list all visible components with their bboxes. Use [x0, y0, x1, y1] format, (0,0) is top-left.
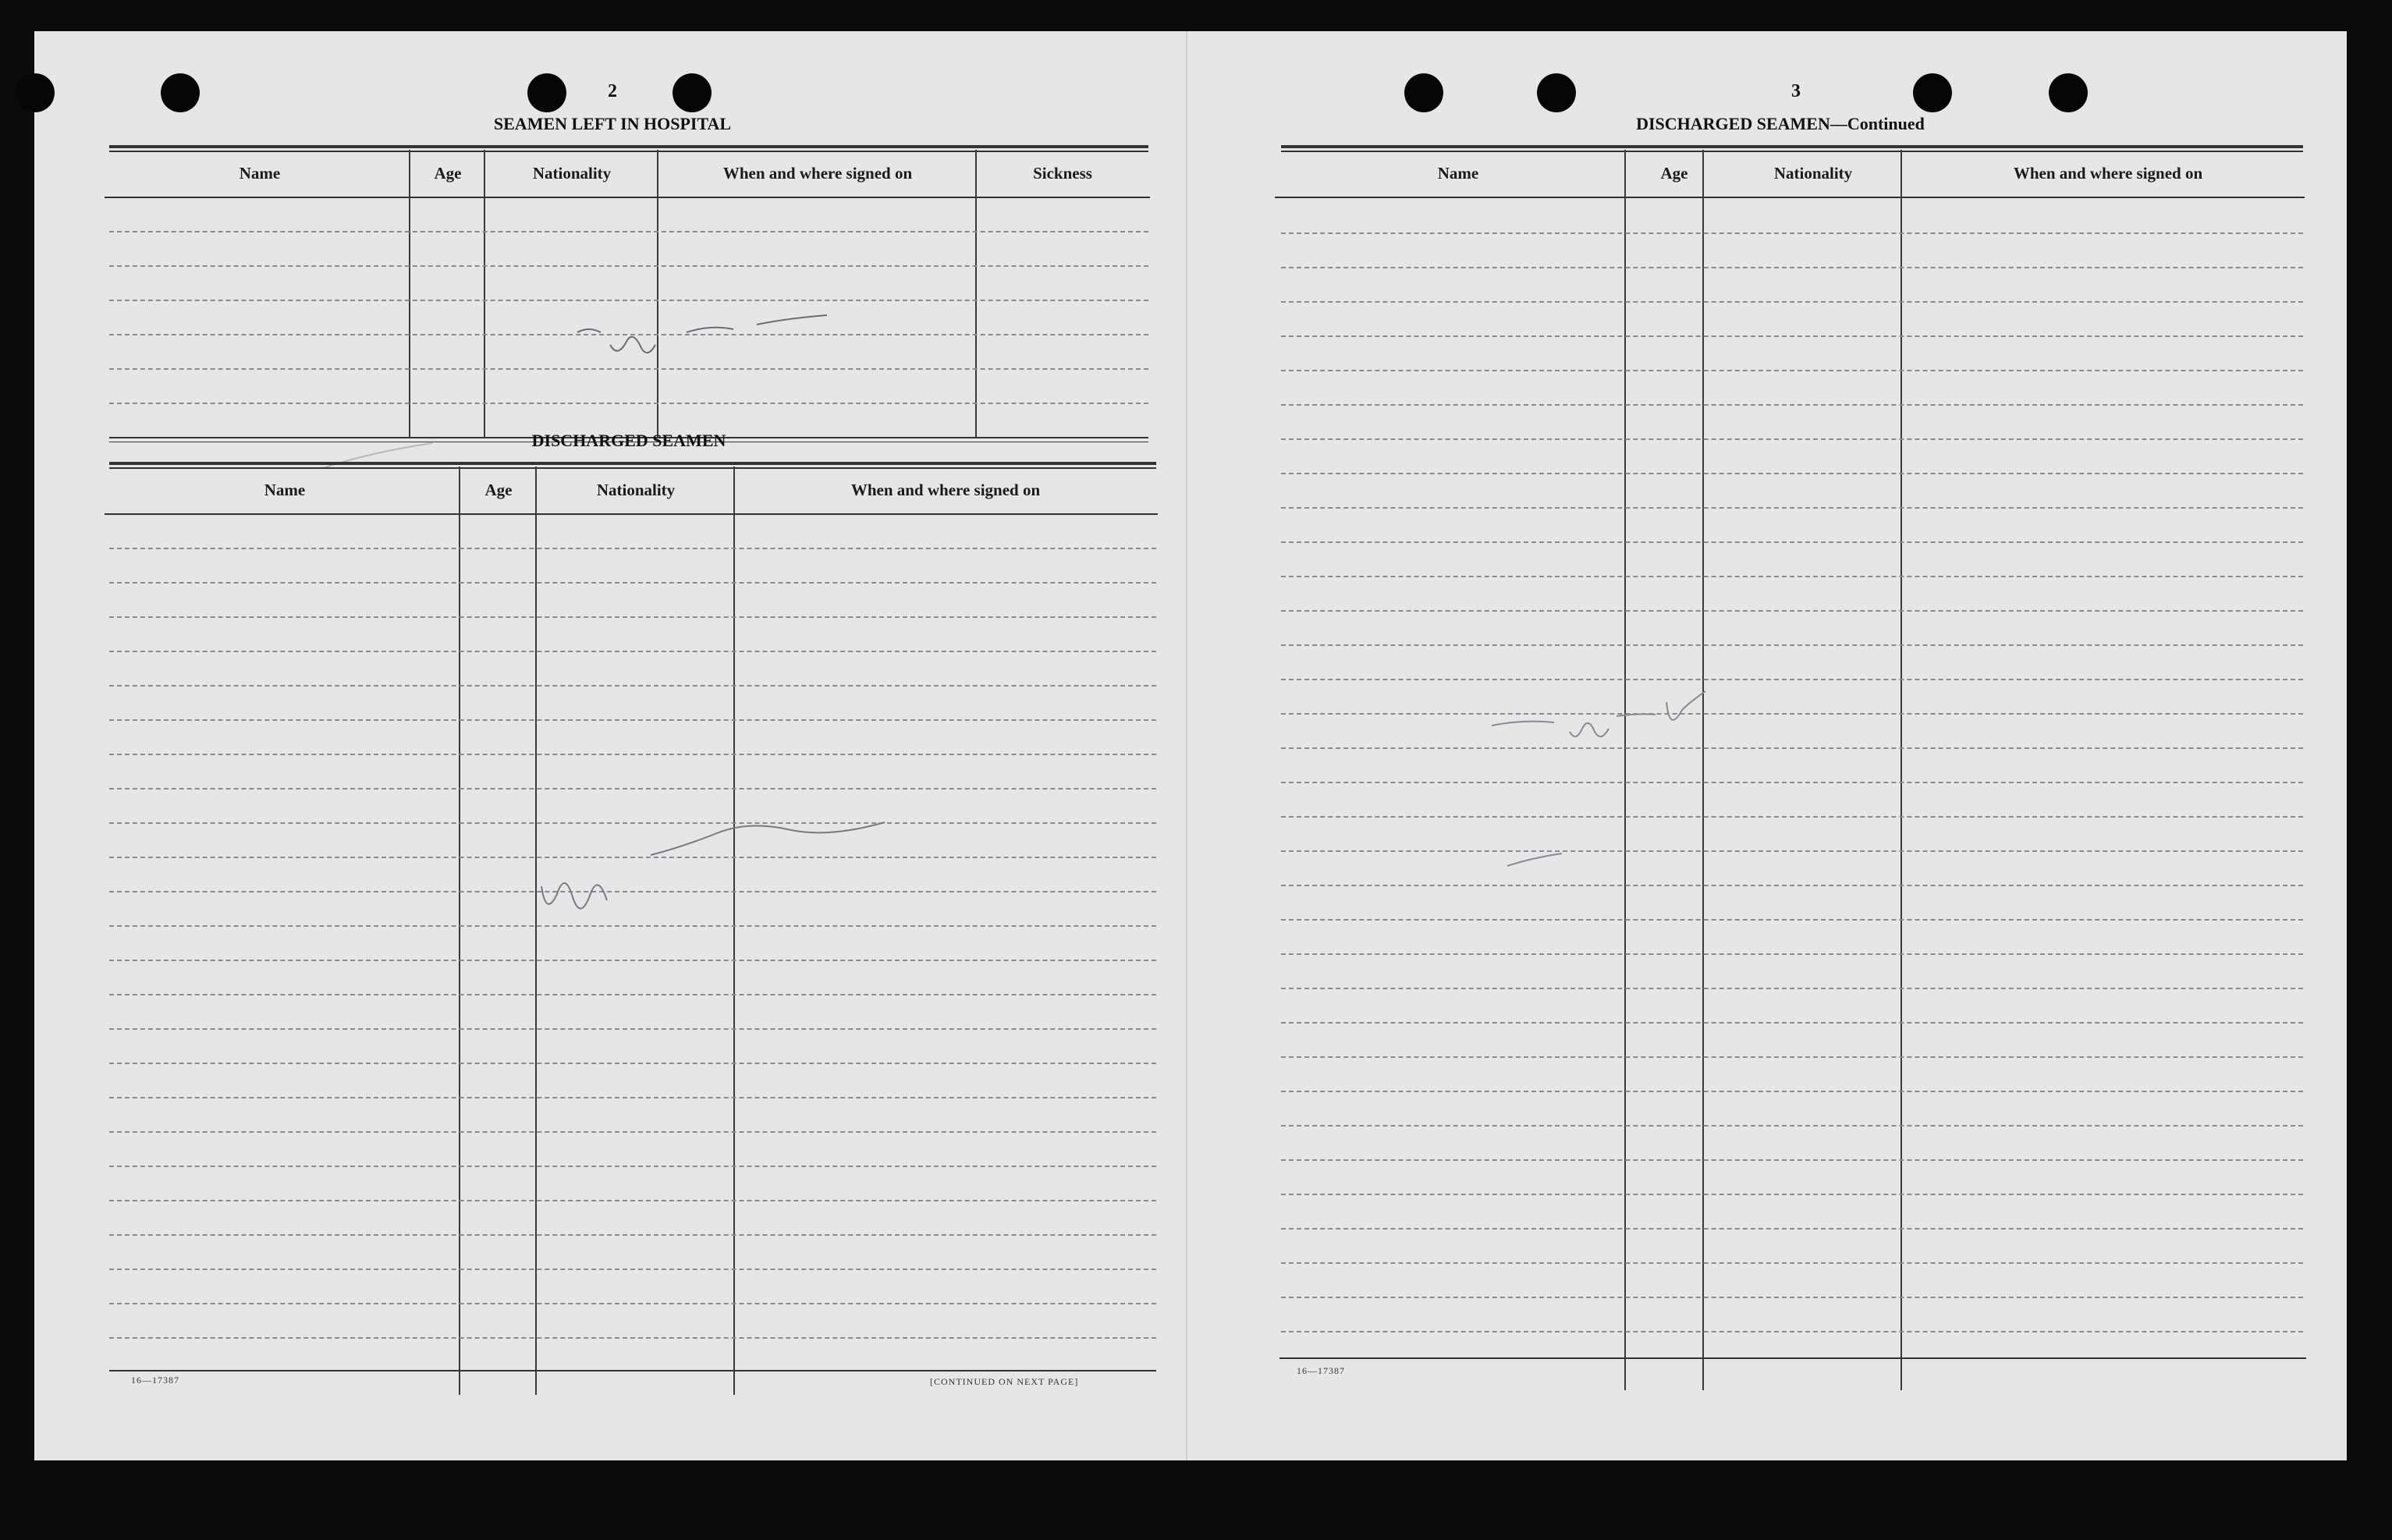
table-row: [109, 1234, 1156, 1236]
table-row: [109, 1028, 1156, 1030]
table-row: [109, 994, 1156, 995]
page-number: 3: [1791, 81, 1801, 101]
table-row: [109, 231, 1148, 232]
table-row: [109, 1337, 1156, 1339]
table-row: [1281, 473, 2303, 474]
hospital-section-title: SEAMEN LEFT IN HOSPITAL: [493, 114, 732, 133]
punch-hole: [16, 73, 55, 112]
continued-section-title: DISCHARGED SEAMEN—Continued: [1636, 114, 1925, 133]
faint-pencil-mark: [534, 777, 955, 949]
column-header-signed-on: When and where signed on: [850, 481, 1041, 499]
faint-pencil-mark: [1476, 640, 1835, 874]
table-row: [1281, 1297, 2303, 1298]
table-row: [1281, 1056, 2303, 1058]
table-row: [1281, 610, 2303, 612]
table-row: [1281, 988, 2303, 989]
punch-hole: [161, 73, 200, 112]
page-number: 2: [608, 81, 617, 101]
table-row: [109, 403, 1148, 404]
punch-hole: [527, 73, 566, 112]
table-row: [1281, 404, 2303, 406]
table-row: [1281, 335, 2303, 337]
punch-hole: [1913, 73, 1952, 112]
table-row: [1281, 438, 2303, 440]
faint-pencil-mark: [315, 437, 440, 476]
table-row: [1281, 576, 2303, 577]
table-row: [1281, 885, 2303, 886]
table-row: [109, 960, 1156, 961]
punch-hole: [1537, 73, 1576, 112]
punch-hole: [673, 73, 712, 112]
table-row: [109, 616, 1156, 618]
column-header-age: Age: [484, 481, 513, 499]
discharged-section-title: DISCHARGED SEAMEN: [531, 431, 726, 450]
column-header-age: Age: [1660, 164, 1688, 183]
table-row: [1281, 1022, 2303, 1024]
table-row: [109, 582, 1156, 584]
table-row: [1281, 232, 2303, 234]
form-number: 16—17387: [1297, 1365, 1345, 1376]
table-row: [1281, 507, 2303, 509]
column-header-signed-on: When and where signed on: [722, 164, 913, 183]
faint-pencil-mark: [562, 301, 889, 379]
table-row: [1281, 301, 2303, 303]
table-row: [109, 265, 1148, 267]
right-page: [1187, 31, 2347, 1460]
form-number: 16—17387: [131, 1375, 179, 1386]
table-row: [109, 1131, 1156, 1133]
continued-note: [CONTINUED ON NEXT PAGE]: [930, 1376, 1079, 1387]
column-header-nationality: Nationality: [532, 164, 612, 183]
column-header-signed-on: When and where signed on: [2013, 164, 2203, 183]
table-row: [109, 754, 1156, 755]
table-row: [1281, 370, 2303, 371]
table-row: [109, 651, 1156, 652]
column-header-nationality: Nationality: [596, 481, 676, 499]
table-row: [109, 685, 1156, 687]
table-row: [109, 1303, 1156, 1304]
table-row: [109, 1200, 1156, 1201]
table-row: [109, 548, 1156, 549]
table-row: [1281, 1262, 2303, 1264]
table-row: [1281, 1159, 2303, 1161]
table-row: [1281, 919, 2303, 921]
table-row: [109, 1063, 1156, 1064]
table-row: [1281, 1091, 2303, 1092]
punch-hole: [2049, 73, 2088, 112]
column-header-age: Age: [434, 164, 462, 183]
punch-hole: [1404, 73, 1443, 112]
table-row: [109, 1269, 1156, 1270]
table-row: [109, 719, 1156, 721]
column-header-sickness: Sickness: [1033, 164, 1092, 183]
table-row: [1281, 541, 2303, 543]
column-header-name: Name: [264, 481, 306, 499]
table-row: [1281, 1228, 2303, 1230]
left-page: [34, 31, 1187, 1460]
column-header-name: Name: [1437, 164, 1479, 183]
table-row: [109, 1166, 1156, 1167]
table-row: [1281, 1331, 2303, 1332]
column-header-name: Name: [239, 164, 281, 183]
table-row: [1281, 267, 2303, 268]
table-row: [1281, 953, 2303, 955]
table-row: [1281, 1125, 2303, 1127]
table-row: [109, 1097, 1156, 1098]
column-header-nationality: Nationality: [1773, 164, 1853, 183]
table-row: [1281, 1194, 2303, 1195]
